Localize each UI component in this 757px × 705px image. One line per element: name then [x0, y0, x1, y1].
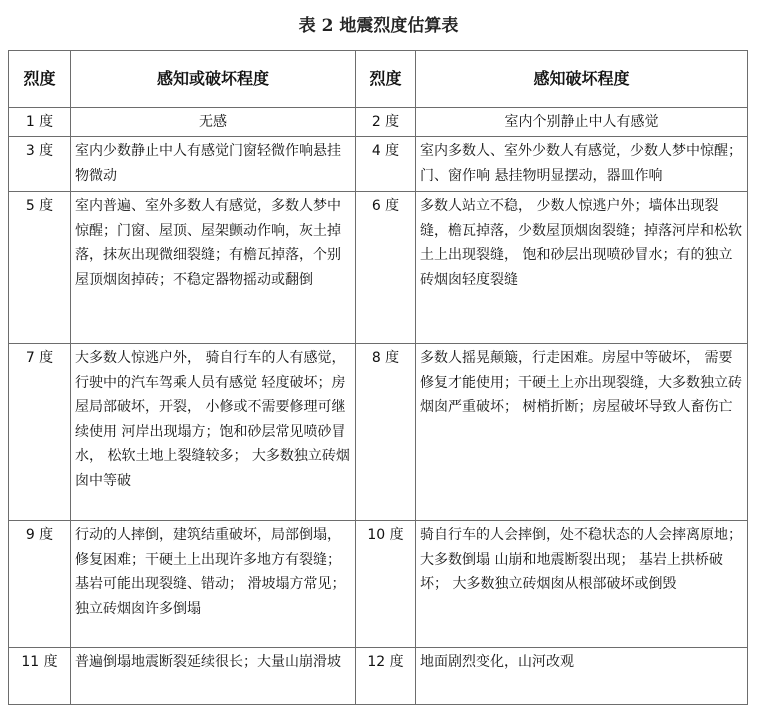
table-caption: 表 2 地震烈度估算表	[298, 16, 459, 36]
description-cell: 无感	[71, 108, 356, 137]
table-header-row	[9, 51, 748, 108]
table-row	[9, 137, 748, 192]
intensity-cell: 7 度	[9, 344, 71, 521]
intensity-cell: 1 度	[9, 108, 71, 137]
description-cell: 大多数人惊逃户外， 骑自行车的人有感觉，行驶中的汽车驾乘人员有感觉 轻度破坏；房屋局部破坏，开裂， 小修或不需要修理可继续使用 河岸出现塌方；饱和砂层常见喷砂冒水， 松软土地上裂缝较多； 大多数独立砖烟囱中等破	[71, 344, 356, 521]
intensity-cell: 12 度	[356, 648, 416, 705]
table-row	[9, 648, 748, 705]
intensity-cell: 6 度	[356, 192, 416, 344]
description-cell: 室内多数人、室外少数人有感觉，少数人梦中惊醒；门、窗作响 悬挂物明显摆动，器皿作响	[416, 137, 748, 192]
description-cell: 室内个别静止中人有感觉	[416, 108, 748, 137]
description-cell: 多数人站立不稳， 少数人惊逃户外；墙体出现裂缝，檐瓦掉落，少数屋顶烟囱裂缝；掉落河岸和松软土上出现裂缝， 饱和砂层出现喷砂冒水；有的独立砖烟囱轻度裂缝	[416, 192, 748, 344]
table-row	[9, 192, 748, 344]
intensity-cell: 8 度	[356, 344, 416, 521]
intensity-cell: 3 度	[9, 137, 71, 192]
table-row	[9, 108, 748, 137]
intensity-cell: 5 度	[9, 192, 71, 344]
description-cell: 多数人摇晃颠簸，行走困难。房屋中等破坏， 需要修复才能使用；干硬土上亦出现裂缝，大多数独立砖烟囱严重破坏； 树梢折断；房屋破坏导致人畜伤亡	[416, 344, 748, 521]
description-cell: 骑自行车的人会摔倒，处不稳状态的人会摔离原地；大多数倒塌 山崩和地震断裂出现； 基岩上拱桥破坏； 大多数独立砖烟囱从根部破坏或倒毁	[416, 521, 748, 648]
description-cell: 室内普遍、室外多数人有感觉，多数人梦中惊醒；门窗、屋顶、屋架颤动作响，灰土掉落，抹灰出现微细裂缝；有檐瓦掉落，个别屋顶烟囱掉砖；不稳定器物摇动或翻倒	[71, 192, 356, 344]
description-cell: 地面剧烈变化，山河改观	[416, 648, 748, 705]
description-cell: 室内少数静止中人有感觉门窗轻微作响悬挂物微动	[71, 137, 356, 192]
table-row	[9, 521, 748, 648]
header-intensity: 烈度	[9, 51, 71, 108]
header-intensity: 烈度	[356, 51, 416, 108]
intensity-cell: 4 度	[356, 137, 416, 192]
header-perception-damage: 感知或破坏程度	[71, 51, 356, 108]
seismic-intensity-table	[8, 50, 748, 705]
intensity-cell: 9 度	[9, 521, 71, 648]
intensity-cell: 2 度	[356, 108, 416, 137]
header-perception-damage: 感知破坏程度	[416, 51, 748, 108]
intensity-cell: 10 度	[356, 521, 416, 648]
description-cell: 行动的人摔倒，建筑结重破坏，局部倒塌，修复困难；干硬土上出现许多地方有裂缝； 基岩可能出现裂缝、错动； 滑坡塌方常见； 独立砖烟囱许多倒塌	[71, 521, 356, 648]
table-row	[9, 344, 748, 521]
description-cell: 普遍倒塌地震断裂延续很长；大量山崩滑坡	[71, 648, 356, 705]
intensity-cell: 11 度	[9, 648, 71, 705]
